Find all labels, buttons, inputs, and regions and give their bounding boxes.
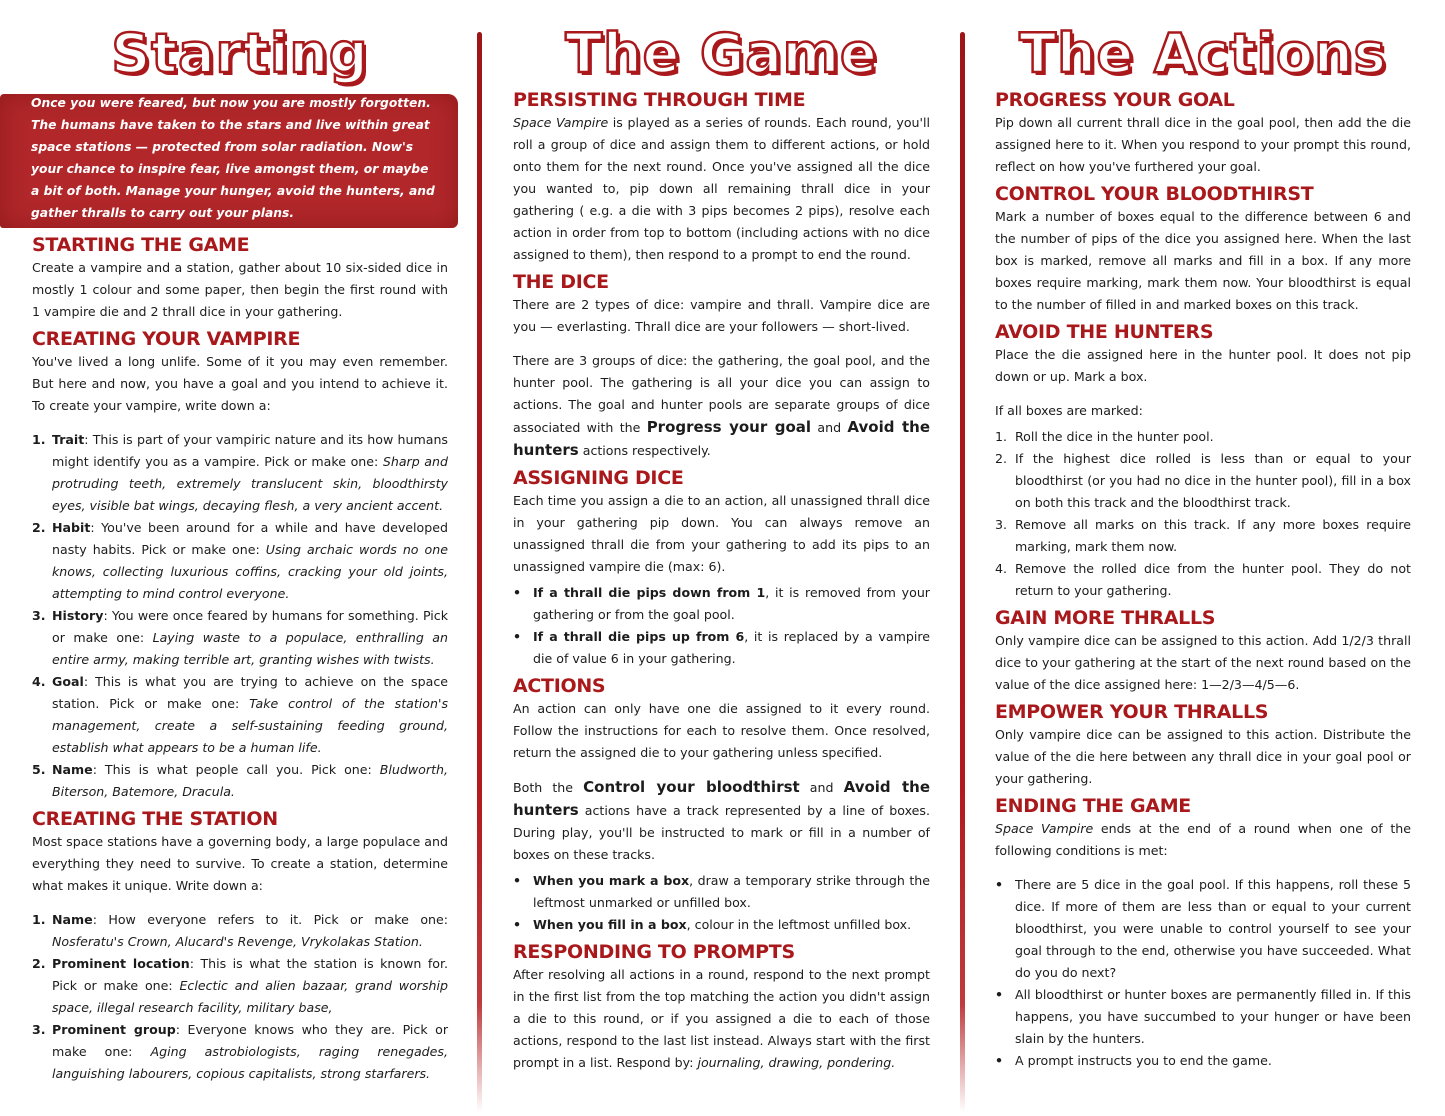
heading-actions: ACTIONS xyxy=(513,675,606,697)
heading-creating-vampire: CREATING YOUR VAMPIRE xyxy=(32,328,301,350)
list-item: • When you mark a box, draw a temporary strike through the leftmost unmarked or unfilled box. xyxy=(513,873,930,910)
list-item: • There are 5 dice in the goal pool. If this happens, roll these 5 dice. If more of them are less than or equal to your current bloodthirst, you were unable to control yourself to see your goal through to the end, otherwise you have succeeded. What do you do next? xyxy=(995,877,1411,980)
list-item: 1. Name: How everyone refers to it. Pick or make one: Nosferatu's Crown, Alucard's Revenge, Vrykolakas Station. xyxy=(32,912,448,949)
gain-text: Only vampire dice can be assigned to this action. Add 1/2/3 thrall dice to your gathering at the start of the next round based on the value of the dice assigned here: 1—2/3—4/5—6. xyxy=(995,633,1411,692)
heading-avoid-hunters: AVOID THE HUNTERS xyxy=(995,321,1214,343)
column-divider-left xyxy=(477,32,482,1112)
dice-text-2: There are 3 groups of dice: the gathering, the goal pool, and the hunter pool. The gathering is all your dice you can assign to actions. The goal and hunter pools are separate groups of dice associated with the Progress your goal and Avoid the hunters actions respectively. xyxy=(513,353,930,459)
title-the-game: The Game xyxy=(565,22,878,85)
title-starting: Starting xyxy=(111,22,369,85)
starting-game-text: Create a vampire and a station, gather about 10 six-sided dice in mostly 1 colour and some paper, then begin the first round with 1 vampire die and 2 thrall dice in your gathering. xyxy=(32,260,448,319)
ending-bullets xyxy=(995,874,1411,1072)
ending-text: Space Vampire ends at the end of a round when one of the following conditions is met: xyxy=(995,821,1411,858)
assigning-bullets xyxy=(513,582,930,670)
heading-gain-thralls: GAIN MORE THRALLS xyxy=(995,607,1216,629)
list-item: 2. Habit: You've been around for a while and have developed nasty habits. Pick or make one: Using archaic words no one knows, collecting luxurious coffins, cracking your old joints, attempting to mind control everyone. xyxy=(32,520,448,601)
progress-text: Pip down all current thrall dice in the goal pool, then add the die assigned here to it. When you respond to your prompt this round, reflect on how you've furthered your goal. xyxy=(995,115,1411,174)
heading-creating-station: CREATING THE STATION xyxy=(32,808,278,830)
column-the-actions xyxy=(995,0,1411,1116)
column-the-game xyxy=(513,0,930,1116)
avoid-text-1: Place the die assigned here in the hunter pool. It does not pip down or up. Mark a box. xyxy=(995,347,1411,384)
creating-station-text: Most space stations have a governing body, a large populace and everything they need to survive. To create a station, determine what makes it unique. Write down a: xyxy=(32,834,448,893)
persisting-text: Space Vampire is played as a series of rounds. Each round, you'll roll a group of dice and assign them to different actions, or hold onto them for the next round. Once you've assigned all the dice you wanted to, pip down all remaining thrall dice in your gathering ( e.g. a die with 3 pips becomes 2 pips), resolve each action in order from top to bottom (including actions with no dice assigned to them), then respond to a prompt to end the round. xyxy=(513,115,930,262)
list-item: • If a thrall die pips up from 6, it is replaced by a vampire die of value 6 in your gathering. xyxy=(513,629,930,666)
heading-assigning-dice: ASSIGNING DICE xyxy=(513,467,684,489)
heading-persisting: PERSISTING THROUGH TIME xyxy=(513,89,806,111)
column-divider-right xyxy=(960,32,965,1112)
title-the-actions: The Actions xyxy=(1019,22,1387,85)
list-item: 3. History: You were once feared by humans for something. Pick or make one: Laying waste to a populace, enthralling an entire army, making terrible art, granting wishes with twists. xyxy=(32,608,449,667)
actions-text-2: Both the Control your bloodthirst and Avoid the hunters actions have a track represented by a line of boxes. During play, you'll be instructed to mark or fill in a number of boxes on these tracks. xyxy=(513,778,931,862)
heading-control-bloodthirst: CONTROL YOUR BLOODTHIRST xyxy=(995,183,1314,205)
list-item: • All bloodthirst or hunter boxes are permanently filled in. If this happens, you have succumbed to your hunger or have been slain by the hunters. xyxy=(995,987,1411,1046)
column-starting xyxy=(32,0,448,1116)
list-item: 4. Remove the rolled dice from the hunter pool. They do not return to your gathering. xyxy=(995,561,1411,598)
list-item: 4. Goal: This is what you are trying to achieve on the space station. Pick or make one: Take control of the station's management, create a self-sustaining feeding ground, establish what appears to be a human life. xyxy=(32,674,449,755)
vampire-list xyxy=(32,429,448,803)
dice-text-1: There are 2 types of dice: vampire and thrall. Vampire dice are you — everlasting. Thrall dice are your followers — short-lived. xyxy=(513,297,930,334)
actions-text-1: An action can only have one die assigned to it every round. Follow the instructions for each to resolve them. Once resolved, return the assigned die to your gathering unless specified. xyxy=(513,701,930,760)
empower-text: Only vampire dice can be assigned to this action. Distribute the value of the die here between any thrall dice in your goal pool or your gathering. xyxy=(995,727,1411,786)
avoid-list xyxy=(995,426,1411,602)
heading-empower-thralls: EMPOWER YOUR THRALLS xyxy=(995,701,1269,723)
station-list xyxy=(32,909,448,1085)
assigning-text: Each time you assign a die to an action, all unassigned thrall dice in your gathering pip down. You can always remove an unassigned thrall die from your gathering to add its pips to an unassigned vampire die (max: 6). xyxy=(513,493,930,574)
list-item: 2. If the highest dice rolled is less than or equal to your bloodthirst (or you had no dice in the hunter pool), fill in a box on both this track and the bloodthirst track. xyxy=(995,451,1411,510)
actions-bullets xyxy=(513,870,930,936)
intro-text: Once you were feared, but now you are mostly forgotten. The humans have taken to the stars and live within great space stations — protected from solar radiation. Now's your chance to inspire fear, live amongst them, or maybe a bit of both. Manage your hunger, avoid the hunters, and gather thralls to carry out your plans. xyxy=(31,96,435,220)
list-item: 1. Trait: This is part of your vampiric nature and its how humans might identify you as a vampire. Pick or make one: Sharp and protruding teeth, extremely translucent skin, bloodthirsty eyes, visible bat wings, decaying flesh, a very ancient accent. xyxy=(32,432,448,513)
avoid-text-2: If all boxes are marked: xyxy=(995,403,1143,418)
list-item: • When you fill in a box, colour in the leftmost unfilled box. xyxy=(513,917,912,932)
list-item: 2. Prominent location: This is what the station is known for. Pick or make one: Eclectic and alien bazaar, grand worship space, illegal research facility, military base, xyxy=(32,956,448,1015)
list-item: • If a thrall die pips down from 1, it is removed from your gathering or from the goal pool. xyxy=(513,585,930,622)
creating-vampire-text: You've lived a long unlife. Some of it you may even remember. But here and now, you have a goal and you intend to achieve it. To create your vampire, write down a: xyxy=(32,354,448,413)
list-item: 1. Roll the dice in the hunter pool. xyxy=(995,429,1214,444)
column-the-actions-content xyxy=(995,88,1411,1076)
heading-progress-goal: PROGRESS YOUR GOAL xyxy=(995,89,1235,111)
heading-ending-game: ENDING THE GAME xyxy=(995,795,1191,817)
list-item: 3. Prominent group: Everyone knows who they are. Pick or make one: Aging astrobiologists, raging renegades, languishing labourers, copious capitalists, strong starfarers. xyxy=(32,1022,448,1081)
list-item: 3. Remove all marks on this track. If any more boxes require marking, mark them now. xyxy=(995,517,1411,554)
responding-text: After resolving all actions in a round, respond to the next prompt in the first list from the top matching the action you didn't assign a die to this round, or if you assigned a die to each of those actions, respond to the last list instead. Always start with the first prompt in a list. Respond by: journaling, drawing, pondering. xyxy=(513,967,930,1070)
list-item: 5. Name: This is what people call you. Pick one: Bludworth, Biterson, Batemore, Dracula. xyxy=(32,762,448,799)
column-the-game-content xyxy=(513,88,930,1078)
column-starting-content xyxy=(32,233,448,1089)
heading-starting-the-game: STARTING THE GAME xyxy=(32,234,250,256)
heading-the-dice: THE DICE xyxy=(513,271,609,293)
list-item: • A prompt instructs you to end the game. xyxy=(995,1053,1272,1068)
control-text: Mark a number of boxes equal to the difference between 6 and the number of pips of the dice you assigned here. When the last box is marked, remove all marks and fill in a box. If any more boxes require marking, mark them now. Your bloodthirst is equal to the number of filled in and marked boxes on this track. xyxy=(995,209,1411,312)
heading-responding: RESPONDING TO PROMPTS xyxy=(513,941,795,963)
